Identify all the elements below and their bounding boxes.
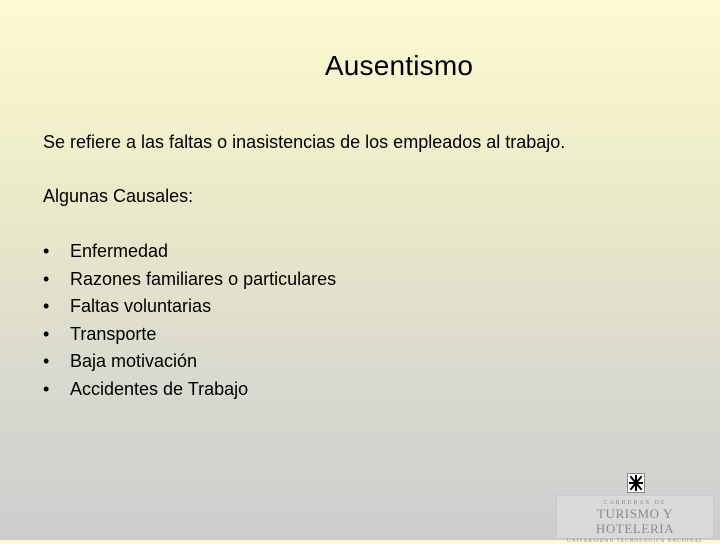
bullet-icon: • (43, 351, 50, 371)
list-item (43, 323, 336, 351)
list-item (43, 268, 336, 296)
list-item (43, 378, 336, 406)
list-item (43, 240, 336, 268)
logo-text-top: CARRERAS DE (603, 500, 667, 506)
definition-text: Se refiere a las faltas o inasistencias de los empleados al trabajo. (43, 132, 566, 152)
cause-label: Transporte (70, 323, 157, 344)
bullet-icon: • (43, 241, 50, 261)
slide-title: Ausentismo (324, 50, 474, 81)
cause-label: Enfermedad (70, 241, 169, 261)
cause-label: Baja motivación (70, 351, 198, 371)
list-item (43, 295, 336, 323)
bullet-icon: • (43, 323, 50, 344)
list-item (43, 350, 336, 378)
bullet-icon: • (43, 268, 50, 289)
bullet-icon: • (43, 378, 50, 399)
logo-text-main: TURISMO Y HOTELERIA (595, 506, 675, 536)
logo-text-bottom: UNIVERSIDAD TECNOLOGICA NACIONAL (566, 538, 704, 544)
utn-emblem-icon (627, 473, 645, 493)
cause-label: Faltas voluntarias (70, 296, 212, 316)
institution-logo (556, 495, 714, 544)
causes-heading: Algunas Causales: (43, 186, 194, 206)
bullet-icon: • (43, 296, 50, 316)
cause-label: Razones familiares o particulares (70, 268, 337, 289)
causes-list (43, 240, 336, 405)
cause-label: Accidentes de Trabajo (70, 378, 249, 399)
